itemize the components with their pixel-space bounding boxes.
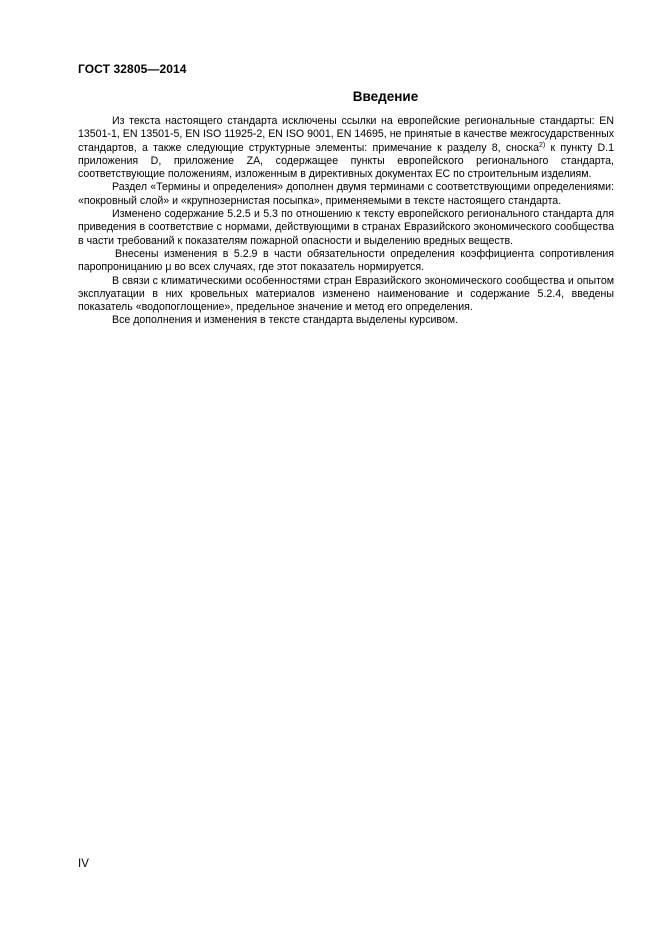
- footnote-mark: 2): [538, 141, 546, 149]
- page-number: IV: [78, 858, 89, 870]
- paragraph-excluded-references-text-2: к пункту D.1 приложения D, приложение ZA, содержащее пункты европейского регионального стандарта, соответствующие положениям, изложенным в директивных документах ЕС по строительным изделиям.: [78, 141, 614, 181]
- introduction-body: [78, 115, 614, 328]
- paragraph-terms-definitions: Раздел «Термины и определения» дополнен двумя терминами с соответствующими определениями: «покровный слой» и «крупнозернистая посыпка», применяемыми в тексте настоящего стандарта.: [78, 181, 614, 207]
- paragraph-climate-features: В связи с климатическими особенностями стран Евразийского экономического сообщества и опытом эксплуатации в них кровельных материалов изменено наименование и содержание 5.2.4, введены показатель «водопоглощение», предельное значение и метод его определения.: [78, 274, 614, 314]
- paragraph-italic-note: Все дополнения и изменения в тексте стандарта выделены курсивом.: [112, 314, 459, 327]
- paragraph-excluded-references: [78, 115, 614, 181]
- paragraph-excluded-references-text-1: Из текста настоящего стандарта исключены ссылки на европейские региональные стандарты: EN 13501-1, EN 13501-5, EN ISO 11925-2, EN ISO 9001, EN 14695, не принятые в качестве межгосударственных стандартов, а также следующие структурные элементы: примечание к разделу 8, сноска: [78, 115, 614, 154]
- paragraph-changed-content: Изменено содержание 5.2.5 и 5.3 по отношению к тексту европейского регионального стандарта для приведения в соответствие с нормами, действующими в странах Евразийского экономического сообщества в части требований к показателям пожарной опасности и выделению вредных веществ.: [78, 208, 614, 247]
- section-title: Введение: [352, 89, 419, 104]
- standard-code-header: ГОСТ 32805—2014: [78, 62, 187, 76]
- paragraph-vapour-permeability: Внесены изменения в 5.2.9 в части обязательности определения коэффициента сопротивления паропроницанию μ во всех случаях, где этот показатель нормируется.: [78, 247, 614, 274]
